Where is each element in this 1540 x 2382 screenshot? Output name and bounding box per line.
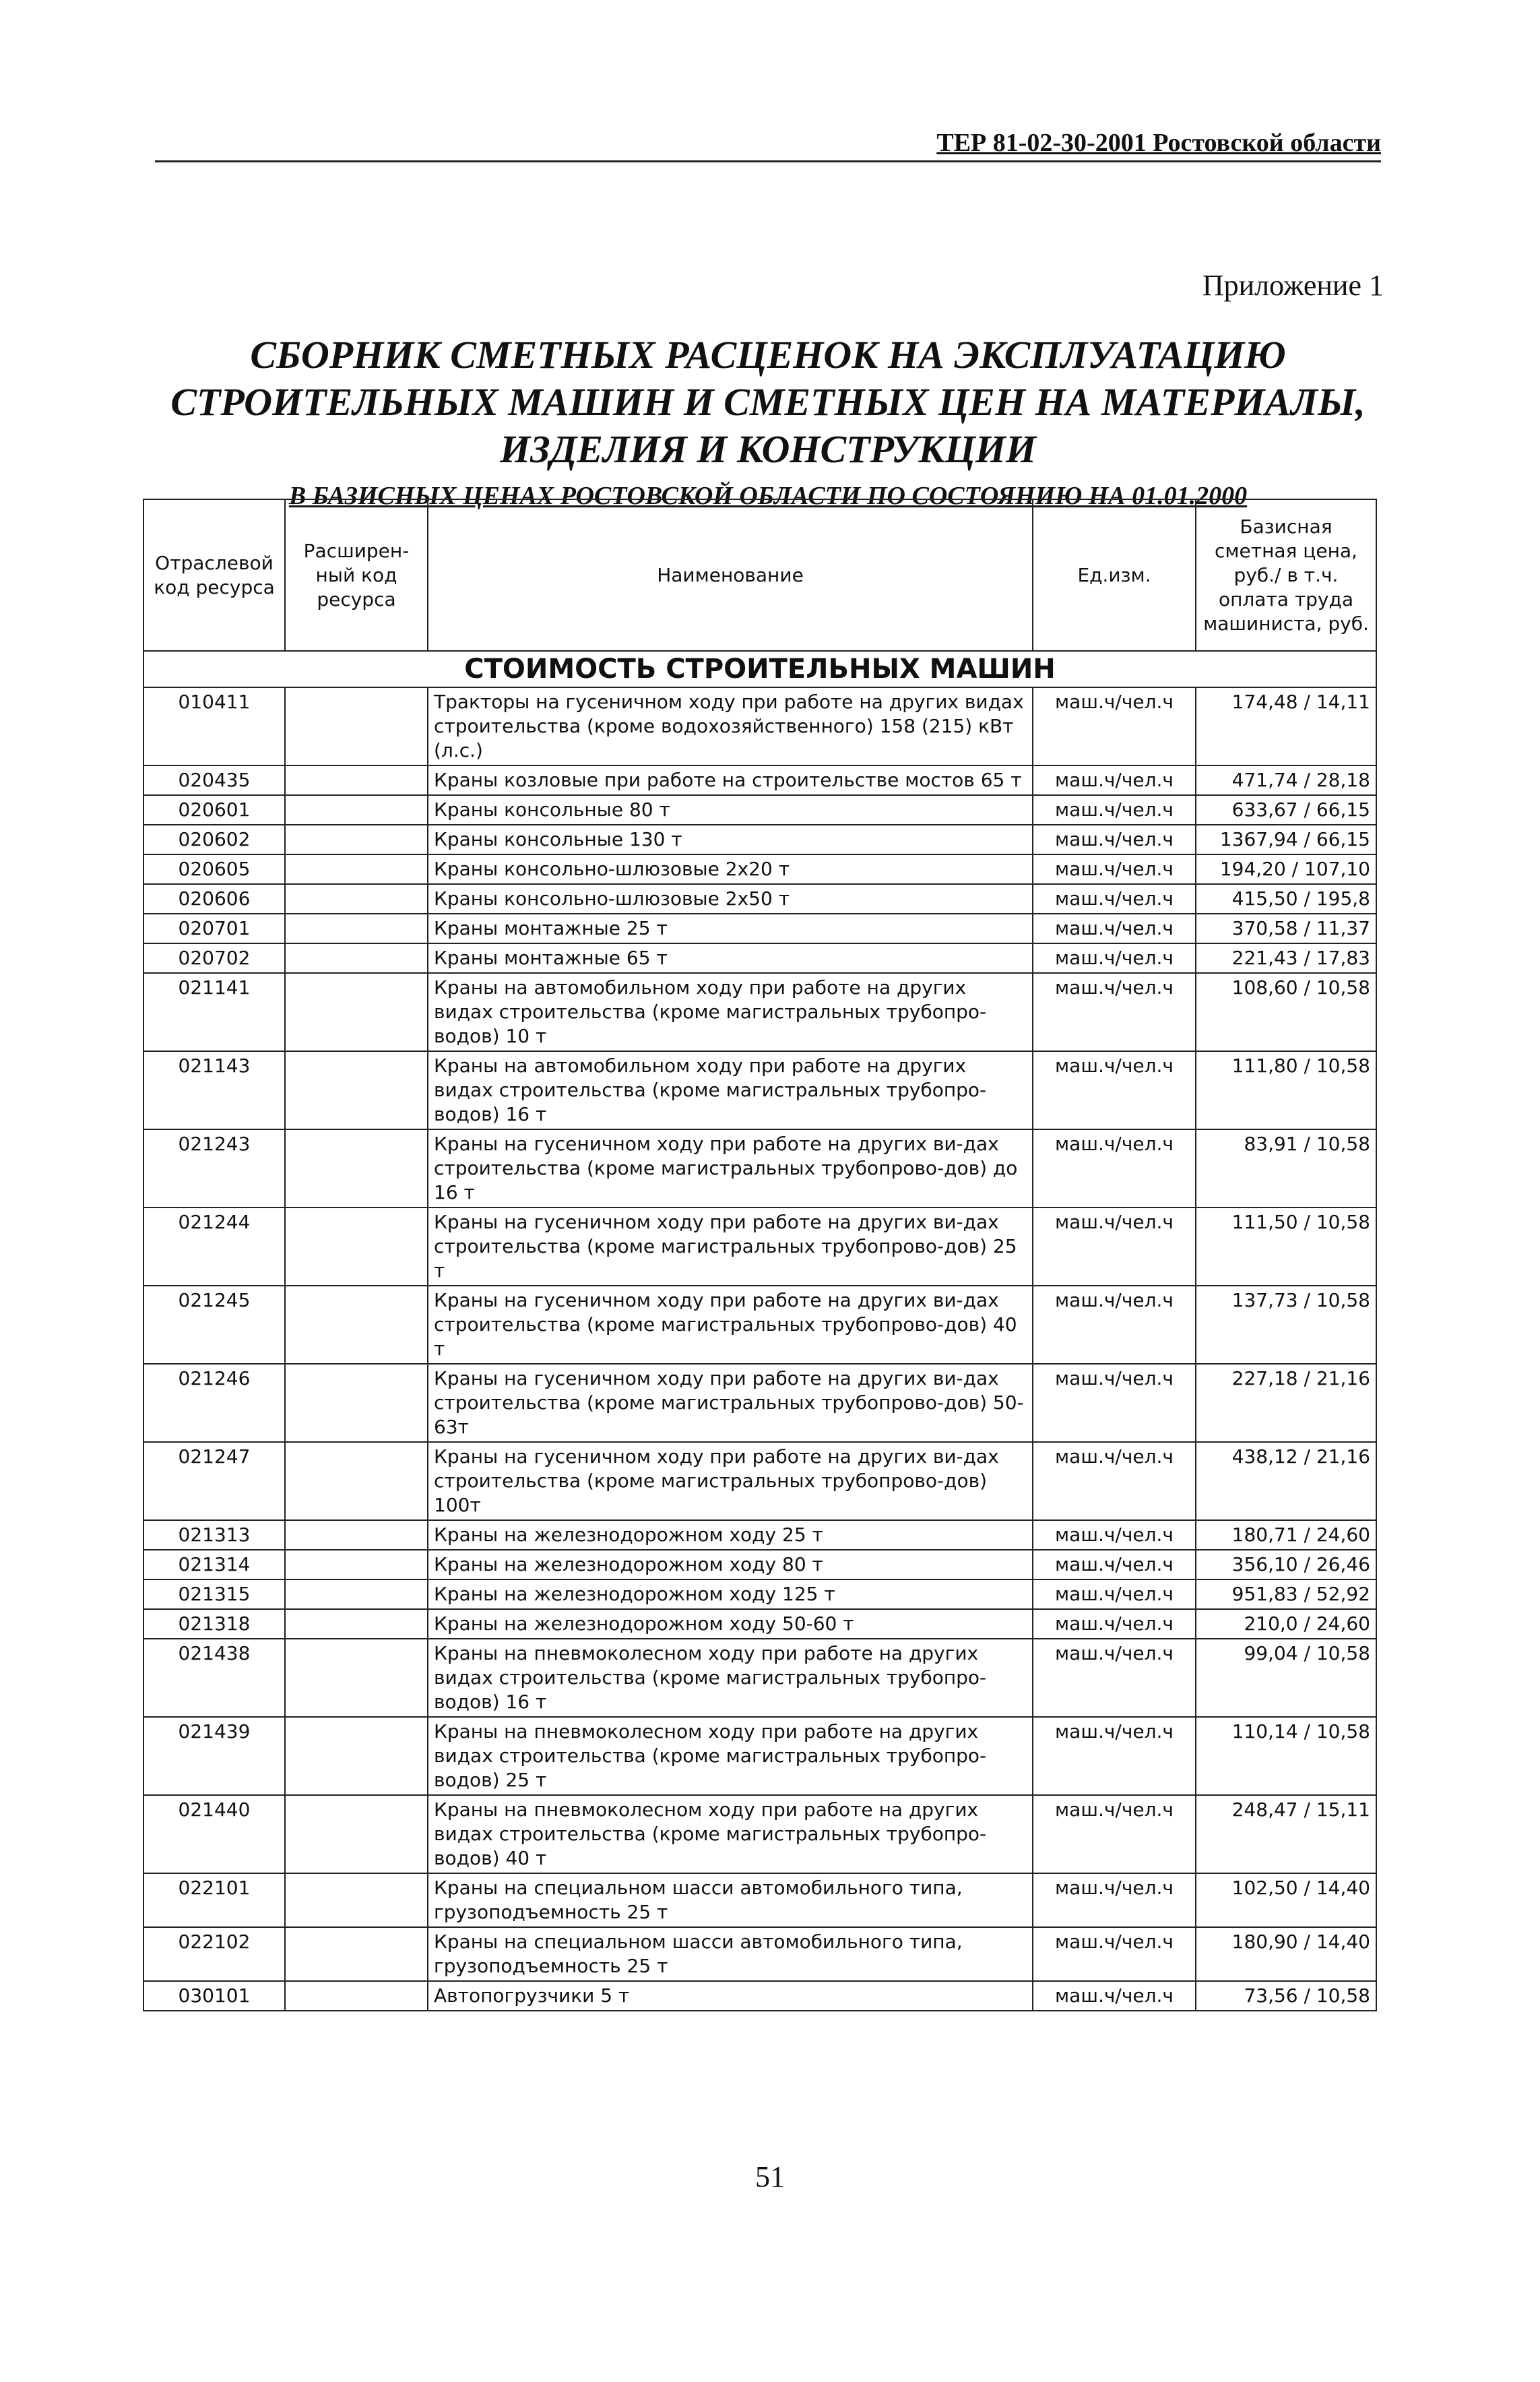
cell-name: Краны на пневмоколесном ходу при работе на других видах строительства (кроме магистральных трубопро-водов) 16 т bbox=[428, 1639, 1033, 1717]
document-subtitle: В БАЗИСНЫХ ЦЕНАХ РОСТОВСКОЙ ОБЛАСТИ ПО СОСТОЯНИЮ НА 01.01.2000 bbox=[288, 482, 1248, 510]
page-number: 51 bbox=[755, 2160, 785, 2193]
header-code: Отраслевой код ресурса bbox=[143, 499, 285, 651]
cell-price: 248,47 / 15,11 bbox=[1196, 1795, 1376, 1873]
table-row bbox=[143, 884, 1376, 914]
cell-ext-code bbox=[285, 1364, 428, 1442]
cell-unit: маш.ч/чел.ч bbox=[1033, 1579, 1196, 1609]
cell-name: Краны на гусеничном ходу при работе на других ви-дах строительства (кроме магистральных трубопрово-дов) до 16 т bbox=[428, 1129, 1033, 1208]
cell-code: 021141 bbox=[143, 973, 285, 1051]
cell-unit: маш.ч/чел.ч bbox=[1033, 1520, 1196, 1550]
cell-name: Краны на железнодорожном ходу 125 т bbox=[428, 1579, 1033, 1609]
section-title: СТОИМОСТЬ СТРОИТЕЛЬНЫХ МАШИН bbox=[143, 651, 1376, 687]
cell-code: 021438 bbox=[143, 1639, 285, 1717]
table-row bbox=[143, 795, 1376, 825]
cell-price: 137,73 / 10,58 bbox=[1196, 1286, 1376, 1364]
cell-name: Краны на специальном шасси автомобильного типа, грузоподъемность 25 т bbox=[428, 1927, 1033, 1981]
cell-ext-code bbox=[285, 1795, 428, 1873]
table-row bbox=[143, 1442, 1376, 1520]
cell-ext-code bbox=[285, 1208, 428, 1286]
cell-ext-code bbox=[285, 1442, 428, 1520]
cell-unit: маш.ч/чел.ч bbox=[1033, 1927, 1196, 1981]
cell-price: 108,60 / 10,58 bbox=[1196, 973, 1376, 1051]
table-row bbox=[143, 1129, 1376, 1208]
table-header-row bbox=[143, 499, 1376, 651]
cell-name: Тракторы на гусеничном ходу при работе на других видах строительства (кроме водохозяйственного) 158 (215) кВт (л.с.) bbox=[428, 687, 1033, 765]
cell-price: 471,74 / 28,18 bbox=[1196, 765, 1376, 795]
cell-code: 021245 bbox=[143, 1286, 285, 1364]
cell-name: Краны на железнодорожном ходу 25 т bbox=[428, 1520, 1033, 1550]
cell-unit: маш.ч/чел.ч bbox=[1033, 943, 1196, 973]
table-row bbox=[143, 1927, 1376, 1981]
cell-code: 021315 bbox=[143, 1579, 285, 1609]
table-row bbox=[143, 687, 1376, 765]
section-row bbox=[143, 651, 1376, 687]
cell-ext-code bbox=[285, 1520, 428, 1550]
cell-price: 111,80 / 10,58 bbox=[1196, 1051, 1376, 1129]
cell-ext-code bbox=[285, 943, 428, 973]
cell-unit: маш.ч/чел.ч bbox=[1033, 1639, 1196, 1717]
cell-unit: маш.ч/чел.ч bbox=[1033, 1795, 1196, 1873]
cell-ext-code bbox=[285, 884, 428, 914]
cell-name: Автопогрузчики 5 т bbox=[428, 1981, 1033, 2011]
cell-price: 194,20 / 107,10 bbox=[1196, 854, 1376, 884]
cell-price: 221,43 / 17,83 bbox=[1196, 943, 1376, 973]
table-row bbox=[143, 1717, 1376, 1795]
cell-ext-code bbox=[285, 765, 428, 795]
table-row bbox=[143, 1795, 1376, 1873]
cell-ext-code bbox=[285, 1129, 428, 1208]
cell-code: 020602 bbox=[143, 825, 285, 854]
cell-name: Краны на гусеничном ходу при работе на других ви-дах строительства (кроме магистральных трубопрово-дов) 25 т bbox=[428, 1208, 1033, 1286]
cell-name: Краны на пневмоколесном ходу при работе на других видах строительства (кроме магистральных трубопро-водов) 40 т bbox=[428, 1795, 1033, 1873]
cell-code: 021246 bbox=[143, 1364, 285, 1442]
cell-unit: маш.ч/чел.ч bbox=[1033, 1550, 1196, 1579]
cell-unit: маш.ч/чел.ч bbox=[1033, 884, 1196, 914]
cell-code: 021247 bbox=[143, 1442, 285, 1520]
cell-code: 020701 bbox=[143, 914, 285, 943]
cell-ext-code bbox=[285, 795, 428, 825]
cell-name: Краны на автомобильном ходу при работе на других видах строительства (кроме магистральных трубопро-водов) 16 т bbox=[428, 1051, 1033, 1129]
cell-code: 022101 bbox=[143, 1873, 285, 1927]
cell-unit: маш.ч/чел.ч bbox=[1033, 765, 1196, 795]
table-row bbox=[143, 1579, 1376, 1609]
cell-unit: маш.ч/чел.ч bbox=[1033, 1609, 1196, 1639]
cell-unit: маш.ч/чел.ч bbox=[1033, 825, 1196, 854]
table-row bbox=[143, 765, 1376, 795]
cell-code: 021314 bbox=[143, 1550, 285, 1579]
cell-name: Краны консольные 130 т bbox=[428, 825, 1033, 854]
cell-price: 73,56 / 10,58 bbox=[1196, 1981, 1376, 2011]
cell-ext-code bbox=[285, 1873, 428, 1927]
title-line: ИЗДЕЛИЯ И КОНСТРУКЦИИ bbox=[500, 427, 1036, 471]
cell-ext-code bbox=[285, 1051, 428, 1129]
appendix-label: Приложение 1 bbox=[1202, 269, 1384, 302]
cell-ext-code bbox=[285, 1717, 428, 1795]
cell-ext-code bbox=[285, 854, 428, 884]
cell-name: Краны консольные 80 т bbox=[428, 795, 1033, 825]
cell-unit: маш.ч/чел.ч bbox=[1033, 795, 1196, 825]
cell-unit: маш.ч/чел.ч bbox=[1033, 687, 1196, 765]
cell-unit: маш.ч/чел.ч bbox=[1033, 1873, 1196, 1927]
cell-ext-code bbox=[285, 1927, 428, 1981]
cell-ext-code bbox=[285, 973, 428, 1051]
table-row bbox=[143, 1520, 1376, 1550]
cell-code: 030101 bbox=[143, 1981, 285, 2011]
cell-unit: маш.ч/чел.ч bbox=[1033, 854, 1196, 884]
cell-unit: маш.ч/чел.ч bbox=[1033, 1981, 1196, 2011]
cell-code: 020601 bbox=[143, 795, 285, 825]
cell-price: 99,04 / 10,58 bbox=[1196, 1639, 1376, 1717]
cell-code: 020435 bbox=[143, 765, 285, 795]
running-head: ТЕР 81-02-30-2001 Ростовской области bbox=[155, 128, 1381, 162]
table-row bbox=[143, 825, 1376, 854]
cell-name: Краны на гусеничном ходу при работе на других ви-дах строительства (кроме магистральных трубопрово-дов) 50-63т bbox=[428, 1364, 1033, 1442]
table-row bbox=[143, 1051, 1376, 1129]
cell-name: Краны на железнодорожном ходу 50-60 т bbox=[428, 1609, 1033, 1639]
table-row bbox=[143, 1286, 1376, 1364]
cell-code: 021440 bbox=[143, 1795, 285, 1873]
cell-code: 021243 bbox=[143, 1129, 285, 1208]
cell-name: Краны консольно-шлюзовые 2х20 т bbox=[428, 854, 1033, 884]
cell-price: 210,0 / 24,60 bbox=[1196, 1609, 1376, 1639]
cell-ext-code bbox=[285, 914, 428, 943]
cell-ext-code bbox=[285, 1639, 428, 1717]
cell-name: Краны консольно-шлюзовые 2х50 т bbox=[428, 884, 1033, 914]
cell-name: Краны на специальном шасси автомобильного типа, грузоподъемность 25 т bbox=[428, 1873, 1033, 1927]
header-unit: Ед.изм. bbox=[1033, 499, 1196, 651]
cell-ext-code bbox=[285, 1579, 428, 1609]
cell-code: 010411 bbox=[143, 687, 285, 765]
cell-price: 951,83 / 52,92 bbox=[1196, 1579, 1376, 1609]
table-row bbox=[143, 1550, 1376, 1579]
cell-ext-code bbox=[285, 1609, 428, 1639]
cell-price: 174,48 / 14,11 bbox=[1196, 687, 1376, 765]
title-line: СБОРНИК СМЕТНЫХ РАСЦЕНОК НА ЭКСПЛУАТАЦИЮ bbox=[250, 333, 1286, 377]
header-ext-code: Расширен-ный код ресурса bbox=[285, 499, 428, 651]
cell-name: Краны на пневмоколесном ходу при работе на других видах строительства (кроме магистральных трубопро-водов) 25 т bbox=[428, 1717, 1033, 1795]
cell-unit: маш.ч/чел.ч bbox=[1033, 1051, 1196, 1129]
cell-unit: маш.ч/чел.ч bbox=[1033, 1442, 1196, 1520]
cell-ext-code bbox=[285, 1981, 428, 2011]
cell-price: 102,50 / 14,40 bbox=[1196, 1873, 1376, 1927]
cell-unit: маш.ч/чел.ч bbox=[1033, 1286, 1196, 1364]
table-row bbox=[143, 973, 1376, 1051]
cell-price: 356,10 / 26,46 bbox=[1196, 1550, 1376, 1579]
cell-ext-code bbox=[285, 1286, 428, 1364]
cell-ext-code bbox=[285, 1550, 428, 1579]
table-row bbox=[143, 914, 1376, 943]
cell-unit: маш.ч/чел.ч bbox=[1033, 1717, 1196, 1795]
cell-name: Краны монтажные 65 т bbox=[428, 943, 1033, 973]
cell-price: 83,91 / 10,58 bbox=[1196, 1129, 1376, 1208]
table-row bbox=[143, 943, 1376, 973]
cell-name: Краны на железнодорожном ходу 80 т bbox=[428, 1550, 1033, 1579]
document-title-block bbox=[155, 332, 1381, 515]
cell-price: 415,50 / 195,8 bbox=[1196, 884, 1376, 914]
cell-unit: маш.ч/чел.ч bbox=[1033, 973, 1196, 1051]
cell-code: 021318 bbox=[143, 1609, 285, 1639]
cell-code: 020702 bbox=[143, 943, 285, 973]
cell-unit: маш.ч/чел.ч bbox=[1033, 1364, 1196, 1442]
cell-price: 180,71 / 24,60 bbox=[1196, 1520, 1376, 1550]
table-row bbox=[143, 1364, 1376, 1442]
table-row bbox=[143, 1208, 1376, 1286]
cell-price: 111,50 / 10,58 bbox=[1196, 1208, 1376, 1286]
cell-code: 021313 bbox=[143, 1520, 285, 1550]
cell-code: 020605 bbox=[143, 854, 285, 884]
cell-code: 020606 bbox=[143, 884, 285, 914]
cell-code: 021143 bbox=[143, 1051, 285, 1129]
table-row bbox=[143, 854, 1376, 884]
cell-ext-code bbox=[285, 687, 428, 765]
cell-unit: маш.ч/чел.ч bbox=[1033, 1129, 1196, 1208]
cell-price: 370,58 / 11,37 bbox=[1196, 914, 1376, 943]
cell-code: 021439 bbox=[143, 1717, 285, 1795]
cell-name: Краны монтажные 25 т bbox=[428, 914, 1033, 943]
cell-price: 633,67 / 66,15 bbox=[1196, 795, 1376, 825]
machine-rates-table bbox=[143, 499, 1377, 2011]
table-row bbox=[143, 1639, 1376, 1717]
cell-unit: маш.ч/чел.ч bbox=[1033, 1208, 1196, 1286]
header-name: Наименование bbox=[428, 499, 1033, 651]
cell-price: 438,12 / 21,16 bbox=[1196, 1442, 1376, 1520]
cell-code: 021244 bbox=[143, 1208, 285, 1286]
cell-name: Краны на гусеничном ходу при работе на других ви-дах строительства (кроме магистральных трубопрово-дов) 40 т bbox=[428, 1286, 1033, 1364]
cell-price: 110,14 / 10,58 bbox=[1196, 1717, 1376, 1795]
cell-price: 227,18 / 21,16 bbox=[1196, 1364, 1376, 1442]
cell-name: Краны на гусеничном ходу при работе на других ви-дах строительства (кроме магистральных трубопрово-дов) 100т bbox=[428, 1442, 1033, 1520]
table-row bbox=[143, 1609, 1376, 1639]
cell-unit: маш.ч/чел.ч bbox=[1033, 914, 1196, 943]
cell-ext-code bbox=[285, 825, 428, 854]
header-price: Базисная сметная цена, руб./ в т.ч. оплата труда машиниста, руб. bbox=[1196, 499, 1376, 651]
cell-name: Краны на автомобильном ходу при работе на других видах строительства (кроме магистральных трубопро-водов) 10 т bbox=[428, 973, 1033, 1051]
title-line: СТРОИТЕЛЬНЫХ МАШИН И СМЕТНЫХ ЦЕН НА МАТЕРИАЛЫ, bbox=[170, 380, 1366, 424]
cell-name: Краны козловые при работе на строительстве мостов 65 т bbox=[428, 765, 1033, 795]
table-row bbox=[143, 1873, 1376, 1927]
cell-price: 1367,94 / 66,15 bbox=[1196, 825, 1376, 854]
table-row bbox=[143, 1981, 1376, 2011]
cell-code: 022102 bbox=[143, 1927, 285, 1981]
cell-price: 180,90 / 14,40 bbox=[1196, 1927, 1376, 1981]
